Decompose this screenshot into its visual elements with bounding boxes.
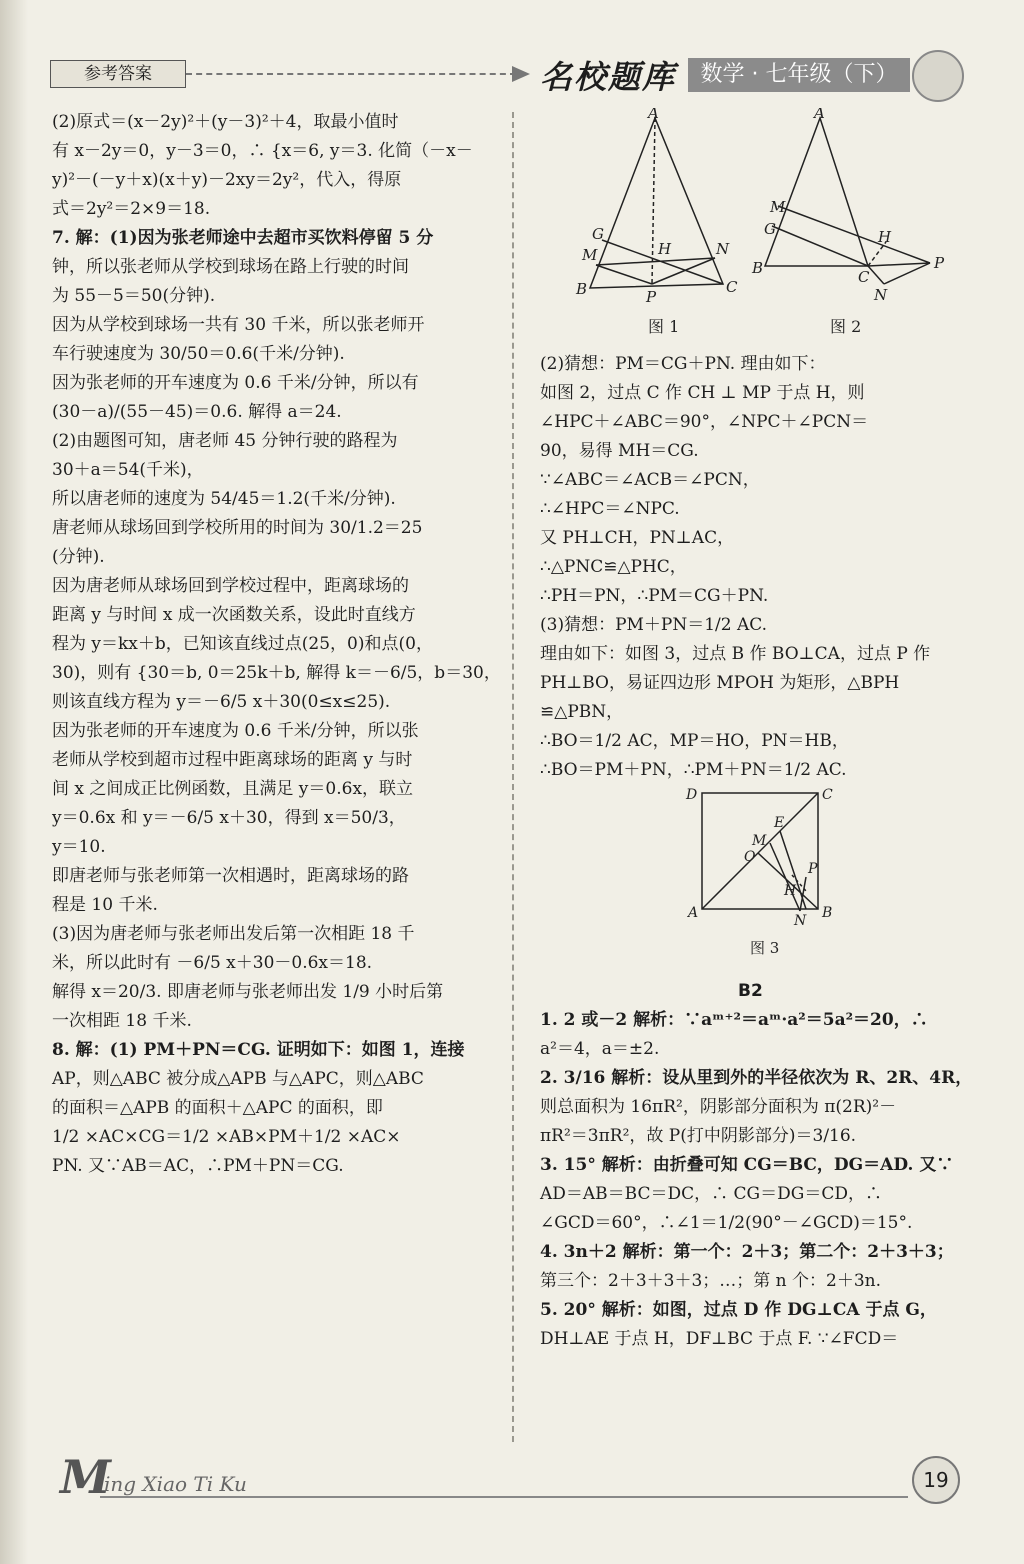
page-header <box>0 0 1024 100</box>
fig1-label-M: M <box>582 246 598 264</box>
text-line: PH⊥BO，易证四边形 MPOH 为矩形，△BPH <box>540 673 900 693</box>
fig3-label-B: B <box>822 905 833 921</box>
text-line: 有 x－2y＝0，y－3＝0，∴ {x＝6, y＝3. 化简（－x－ <box>52 141 473 161</box>
fig2-label-P: P <box>934 254 945 272</box>
fig2-cn <box>868 266 884 284</box>
fig3-label-A: A <box>688 905 699 921</box>
fig3-label-P: P <box>808 861 818 877</box>
text-line: 间 x 之间成正比例函数，且满足 y＝0.6x，联立 <box>52 779 414 799</box>
fig3-label-O: O <box>744 849 756 865</box>
fig2-label-A: A <box>814 108 825 122</box>
emblem-icon <box>912 50 964 102</box>
text-line: ∴△PNC≌△PHC， <box>540 557 687 577</box>
header-dash-line <box>186 73 516 75</box>
column-divider <box>512 112 514 1442</box>
figures-1-2 <box>540 108 970 350</box>
answer-tag: 参考答案 <box>50 60 186 88</box>
answer-3: 3. 15° 解析：由折叠可知 CG＝BC，DG＝AD. 又∵ <box>540 1155 954 1175</box>
left-column <box>52 108 501 1181</box>
text-line: 30)，则有 {30＝b, 0＝25k＋b, 解得 k＝－6/5，b＝30， <box>52 663 501 683</box>
text-line: 式＝2y²＝2×9＝18. <box>52 199 211 219</box>
text-line: (2)原式＝(x－2y)²＋(y－3)²＋4，取最小值时 <box>52 112 399 132</box>
answer-4: 4. 3n＋2 解析：第一个：2＋3；第二个：2＋3＋3； <box>540 1242 954 1262</box>
page-edge-shadow <box>0 0 28 1564</box>
text-line: ∴PH＝PN，∴PM＝CG＋PN. <box>540 586 769 606</box>
fig1-label-G: G <box>592 225 604 243</box>
fig2-label-G: G <box>764 220 776 238</box>
text-line: (2)由题图可知，唐老师 45 分钟行驶的路程为 <box>52 431 398 451</box>
text-line: 因为唐老师从球场回到学校过程中，距离球场的 <box>52 576 409 596</box>
text-line: ≌△PBN， <box>540 702 624 722</box>
text-line: 如图 2，过点 C 作 CH ⊥ MP 于点 H，则 <box>540 383 865 403</box>
text-line: 为 55－5＝50(分钟). <box>52 286 216 306</box>
problem-8-start: 8. 解：(1) PM＋PN＝CG. 证明如下：如图 1，连接 <box>52 1040 465 1060</box>
text-line: 所以唐老师的速度为 54/45＝1.2(千米/分钟). <box>52 489 396 509</box>
text-line: 1/2 ×AC×CG＝1/2 ×AB×PM＋1/2 ×AC× <box>52 1127 401 1147</box>
text-line: 90，易得 MH＝CG. <box>540 441 699 461</box>
page-footer <box>0 1440 1024 1564</box>
fig1-label-H: H <box>658 240 672 258</box>
text-line: ∴BO＝PM＋PN，∴PM＋PN＝1/2 AC. <box>540 760 847 780</box>
text-line: (2)猜想：PM＝CG＋PN. 理由如下： <box>540 354 826 374</box>
text-line: (3)因为唐老师与张老师出发后第一次相距 18 千 <box>52 924 415 944</box>
text-line: πR²＝3πR²，故 P(打中阴影部分)＝3/16. <box>540 1126 857 1146</box>
section-b2-heading: B2 <box>738 981 763 1001</box>
fig1-label-A: A <box>648 108 659 122</box>
text-line: DH⊥AE 于点 H，DF⊥BC 于点 F. ∵∠FCD＝ <box>540 1329 899 1349</box>
fig1-label-C: C <box>726 278 738 296</box>
fig2-np <box>884 263 930 284</box>
fig2-label-M: M <box>770 198 786 216</box>
fig3-caption: 图 3 <box>750 939 780 957</box>
fig3-label-D: D <box>686 787 698 803</box>
brand-logo-text: ing Xiao Ti Ku <box>104 1472 247 1496</box>
fig2-label-N: N <box>874 286 888 304</box>
fig1-pm <box>596 265 652 284</box>
brand-title: 名校题库 <box>540 58 677 96</box>
page-number: 19 <box>912 1456 960 1504</box>
fig2-label-H: H <box>878 228 892 246</box>
text-line: 第三个：2＋3＋3＋3；…；第 n 个：2＋3n. <box>540 1271 882 1291</box>
fig3-label-N: N <box>794 913 807 929</box>
text-line: ∠HPC＋∠ABC＝90°，∠NPC＋∠PCN＝ <box>540 412 869 432</box>
fig1-label-P: P <box>646 288 657 306</box>
text-line: 唐老师从球场回到学校所用的时间为 30/1.2＝25 <box>52 518 423 538</box>
fig1-caption: 图 1 <box>648 317 680 336</box>
figure-3 <box>540 785 970 977</box>
text-line: 即唐老师与张老师第一次相遇时，距离球场的路 <box>52 866 409 886</box>
fig1-label-N: N <box>716 240 730 258</box>
text-line: 则该直线方程为 y＝－6/5 x＋30(0≤x≤25). <box>52 692 391 712</box>
fig3-label-M: M <box>752 833 767 849</box>
text-line: 因为张老师的开车速度为 0.6 千米/分钟，所以张 <box>52 721 419 741</box>
text-line: 距离 y 与时间 x 成一次函数关系，设此时直线方 <box>52 605 416 625</box>
triangle-figures-svg <box>540 108 970 340</box>
text-line: ∴∠HPC＝∠NPC. <box>540 499 680 519</box>
square-figure-svg <box>540 785 970 967</box>
text-line: (分钟). <box>52 547 105 567</box>
text-line: 则总面积为 16πR²，阴影部分面积为 π(2R)²－ <box>540 1097 897 1117</box>
text-line: 车行驶速度为 30/50＝0.6(千米/分钟). <box>52 344 345 364</box>
answer-1: 1. 2 或－2 解析：∵aᵐ⁺²＝aᵐ·a²＝5a²＝20，∴ <box>540 1010 928 1030</box>
text-line: (3)猜想：PM＋PN＝1/2 AC. <box>540 615 768 635</box>
text-line: PN. 又∵AB＝AC，∴PM＋PN＝CG. <box>52 1156 344 1176</box>
problem-7-start: 7. 解：(1)因为张老师途中去超市买饮料停留 5 分 <box>52 228 434 248</box>
fig2-label-C: C <box>858 268 870 286</box>
text-line: 米，所以此时有 －6/5 x＋30－0.6x＝18. <box>52 953 373 973</box>
footer-rule <box>100 1496 908 1498</box>
answer-5: 5. 20° 解析：如图，过点 D 作 DG⊥CA 于点 G， <box>540 1300 937 1320</box>
fig3-label-H: H <box>784 883 797 899</box>
text-line: 老师从学校到超市过程中距离球场的距离 y 与时 <box>52 750 413 770</box>
text-line: 一次相距 18 千米. <box>52 1011 192 1031</box>
text-line: 钟，所以张老师从学校到球场在路上行驶的时间 <box>52 257 409 277</box>
fig2-cp <box>868 263 930 266</box>
text-line: 因为张老师的开车速度为 0.6 千米/分钟，所以有 <box>52 373 419 393</box>
text-line: 解得 x＝20/3. 即唐老师与张老师出发 1/9 小时后第 <box>52 982 444 1002</box>
fig2-cg <box>772 226 868 266</box>
right-column <box>540 108 973 1354</box>
answer-2: 2. 3/16 解析：设从里到外的半径依次为 R、2R、4R， <box>540 1068 973 1088</box>
text-line: ∴BO＝1/2 AC，MP＝HO，PN＝HB， <box>540 731 849 751</box>
text-line: 程为 y＝kx＋b，已知该直线过点(25，0)和点(0， <box>52 634 433 654</box>
fig3-label-C: C <box>822 787 833 803</box>
text-line: (30－a)/(55－45)＝0.6. 解得 a＝24. <box>52 402 342 422</box>
text-line: y＝10. <box>52 837 106 857</box>
fig2-label-B: B <box>752 259 764 277</box>
text-line: 理由如下：如图 3，过点 B 作 BO⊥CA，过点 P 作 <box>540 644 931 664</box>
text-line: y)²－(－y＋x)(x＋y)－2xy＝2y²，代入，得原 <box>52 170 402 190</box>
text-line: ∵∠ABC＝∠ACB＝∠PCN， <box>540 470 760 490</box>
text-line: ∠GCD＝60°，∴∠1＝1/2(90°－∠GCD)＝15°. <box>540 1213 913 1233</box>
header-arrow-icon <box>512 66 530 82</box>
subject-label: 数学 · 七年级（下） <box>688 58 910 92</box>
text-line: 的面积＝△APB 的面积＋△APC 的面积，即 <box>52 1098 383 1118</box>
text-line: AD＝AB＝BC＝DC，∴ CG＝DG＝CD，∴ <box>540 1184 882 1204</box>
fig2-mp <box>778 206 930 263</box>
text-line: a²＝4，a＝±2. <box>540 1039 660 1059</box>
text-line: 30＋a＝54(千米)， <box>52 460 204 480</box>
fig3-label-E: E <box>774 815 785 831</box>
text-line: 又 PH⊥CH，PN⊥AC， <box>540 528 735 548</box>
text-line: y＝0.6x 和 y＝－6/5 x＋30，得到 x＝50/3， <box>52 808 406 828</box>
fig1-label-B: B <box>576 280 588 298</box>
fig2-caption: 图 2 <box>830 317 862 336</box>
brand-logo: M <box>60 1450 111 1504</box>
text-line: 程是 10 千米. <box>52 895 158 915</box>
text-line: AP，则△ABC 被分成△APB 与△APC，则△ABC <box>52 1069 424 1089</box>
text-line: 因为从学校到球场一共有 30 千米，所以张老师开 <box>52 315 425 335</box>
